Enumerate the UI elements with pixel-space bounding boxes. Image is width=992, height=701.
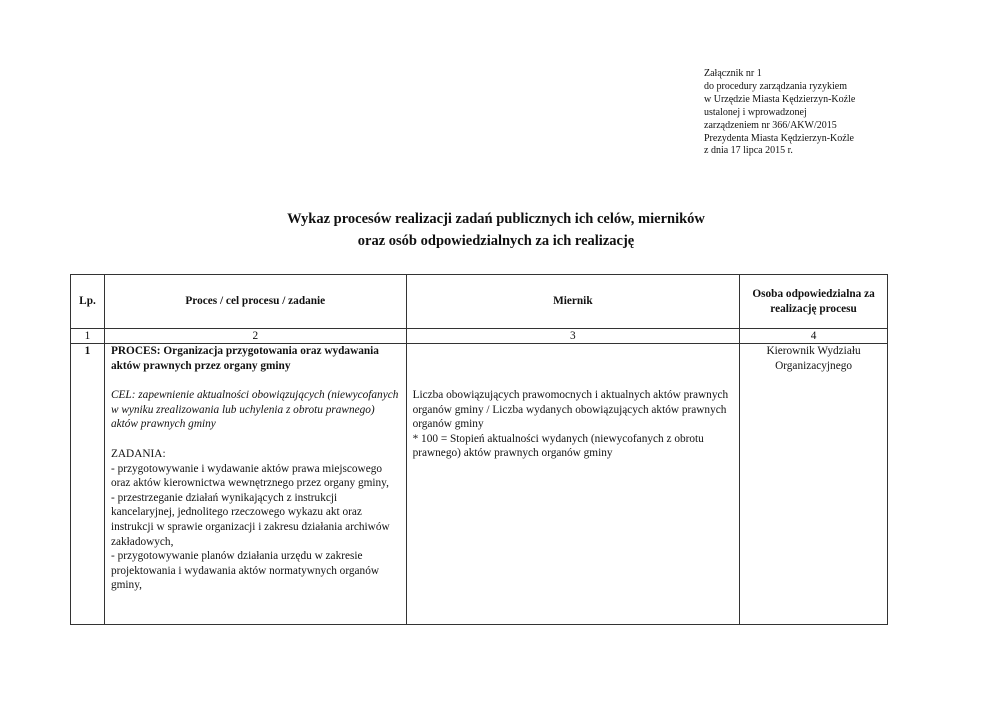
process-goal: CEL: zapewnienie aktualności obowiązujących (niewycofanych w wyniku zrealizowania lub uchylenia z obrotu prawnego) aktów prawnych gminy [110, 389, 399, 431]
title-line-1: Wykaz procesów realizacji zadań publicznych ich celów, mierników [287, 211, 705, 227]
annex-line: Prezydenta Miasta Kędzierzyn-Koźle [704, 132, 854, 144]
annex-line: z dnia 17 lipca 2015 r. [704, 145, 793, 157]
title-line-2: oraz osób odpowiedzialnych za ich realizację [357, 233, 635, 249]
process-name: PROCES: Organizacja przygotowania oraz wydawania aktów prawnych przez organy gminy [110, 345, 379, 372]
task-item: - przygotowywanie planów działania urzędu w zakresie projektowania i wydawania aktów normatywnych organów gminy, [110, 550, 380, 592]
annex-line: zarządzeniem nr 366/AKW/2015 [704, 119, 837, 131]
tasks-label: ZADANIA: [110, 447, 166, 460]
document-title [100, 208, 892, 252]
annex-line: ustalonej i wprowadzonej [704, 106, 807, 118]
row-lp: 1 [71, 344, 105, 625]
header-proces: Proces / cel procesu / zadanie [104, 275, 406, 329]
row-proces-cell [104, 344, 406, 625]
column-number-row [71, 329, 888, 344]
column-number: 2 [104, 329, 406, 344]
column-number: 1 [71, 329, 105, 344]
row-miernik-cell [406, 344, 740, 625]
row-osoba: Kierownik Wydziału Organizacyjnego [740, 344, 888, 625]
annex-note [704, 68, 974, 158]
measure-formula: Liczba obowiązujących prawomocnych i aktualnych aktów prawnych organów gminy / Liczba wydanych obowiązujących aktów prawnych organów gminy [412, 389, 729, 431]
header-miernik: Miernik [406, 275, 740, 329]
measure-result: * 100 = Stopień aktualności wydanych (niewycofanych z obrotu prawnego) aktów prawnych organów gminy [412, 432, 704, 460]
header-lp: Lp. [71, 275, 105, 329]
task-item: - przygotowywanie i wydawanie aktów prawa miejscowego oraz aktów kierownictwa wewnętrznego przez organy gminy, [110, 462, 389, 490]
annex-line: Załącznik nr 1 [704, 68, 762, 79]
column-number: 3 [406, 329, 740, 344]
annex-line: do procedury zarządzania ryzykiem [704, 80, 847, 92]
task-item: - przestrzeganie działań wynikających z instrukcji kancelaryjnej, jednolitego rzeczowego wykazu akt oraz instrukcji w sprawie organizacji i zakresu działania archiwów zakładowych, [110, 491, 390, 548]
annex-line: w Urzędzie Miasta Kędzierzyn-Koźle [704, 93, 856, 105]
table-row [71, 344, 888, 625]
table-header-row [71, 275, 888, 329]
header-osoba: Osoba odpowiedzialna za realizację procesu [740, 275, 888, 329]
process-table [70, 274, 888, 625]
column-number: 4 [740, 329, 888, 344]
